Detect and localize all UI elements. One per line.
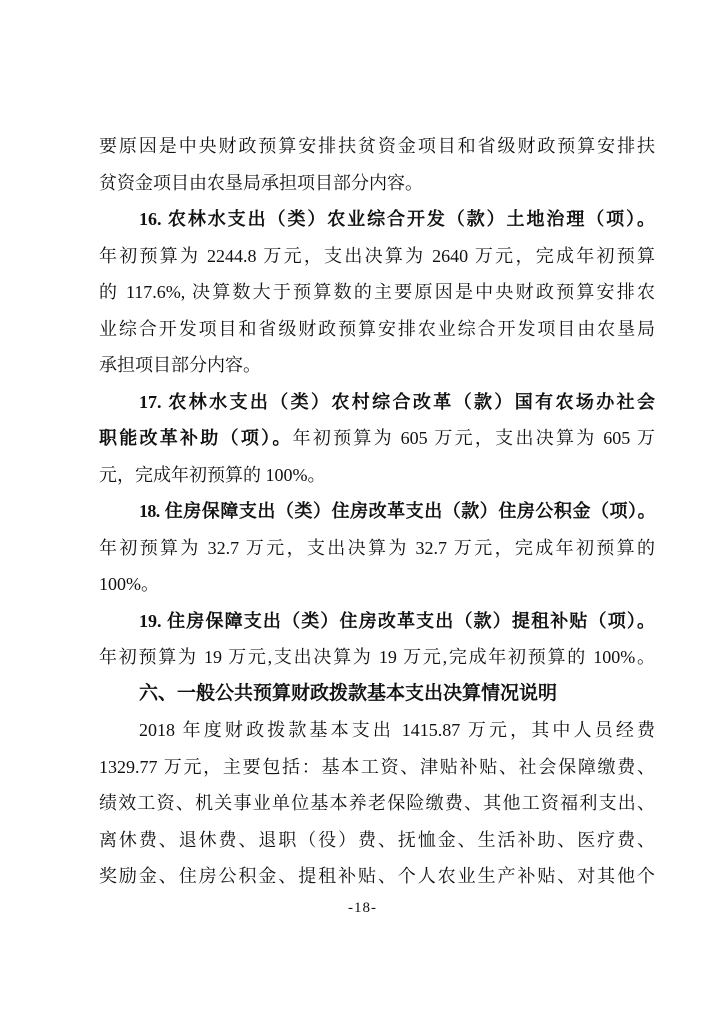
paragraph-line: 元，完成年初预算的 100%。 xyxy=(99,464,326,485)
item-18-heading: 18. 住房保障支出（类）住房改革支出（款）住房公积金（项）。 xyxy=(139,501,655,521)
item-16-heading: 16. 农林水支出（类）农业综合开发（款）土地治理（项）。 xyxy=(139,209,655,229)
paragraph-line: 贫资金项目由农垦局承担项目部分内容。 xyxy=(99,172,423,193)
page-number: -18- xyxy=(348,900,377,916)
paragraph-line: 2018 年度财政拨款基本支出 1415.87 万元，其中人员经费 xyxy=(139,720,655,740)
paragraph-line: 1329.77 万元，主要包括：基本工资、津贴补贴、社会保障缴费、 xyxy=(99,756,655,777)
paragraph-line: 100%。 xyxy=(99,574,159,594)
paragraph-line: 绩效工资、机关事业单位基本养老保险缴费、其他工资福利支出、 xyxy=(99,793,655,813)
paragraph-line: 承担项目部分内容。 xyxy=(99,355,261,375)
paragraph-line: 年初预算为 19 万元,支出决算为 19 万元,完成年初预算的 100%。 xyxy=(99,647,655,667)
paragraph-line: 业综合开发项目和省级财政预算安排农业综合开发项目由农垦局 xyxy=(99,318,655,339)
item-17-heading: 17. 农林水支出（类）农村综合改革（款）国有农场办社会 xyxy=(139,391,655,412)
bold-segment: 职能改革补助（项）。 xyxy=(99,428,293,448)
document-body xyxy=(99,128,655,895)
paragraph-line: 离休费、退休费、退职（役）费、抚恤金、生活补助、医疗费、 xyxy=(99,829,655,850)
paragraph-line: 要原因是中央财政预算安排扶贫资金项目和省级财政预算安排扶 xyxy=(99,136,655,156)
paragraph-line: 年初预算为 32.7 万元，支出决算为 32.7 万元，完成年初预算的 xyxy=(99,537,655,558)
item-19-heading: 19. 住房保障支出（类）住房改革支出（款）提租补贴（项）。 xyxy=(139,610,655,631)
paragraph-line: 的 117.6%, 决算数大于预算数的主要原因是中央财政预算安排农 xyxy=(99,282,655,302)
paragraph-line: 年初预算为 2244.8 万元，支出决算为 2640 万元，完成年初预算 xyxy=(99,245,655,266)
regular-segment: 年初预算为 605 万元，支出决算为 605 万 xyxy=(292,428,655,448)
section-6-heading: 六、一般公共预算财政拨款基本支出决算情况说明 xyxy=(139,682,558,704)
paragraph-line xyxy=(99,420,655,457)
paragraph-line: 奖励金、住房公积金、提租补贴、个人农业生产补贴、对其他个 xyxy=(99,866,655,886)
